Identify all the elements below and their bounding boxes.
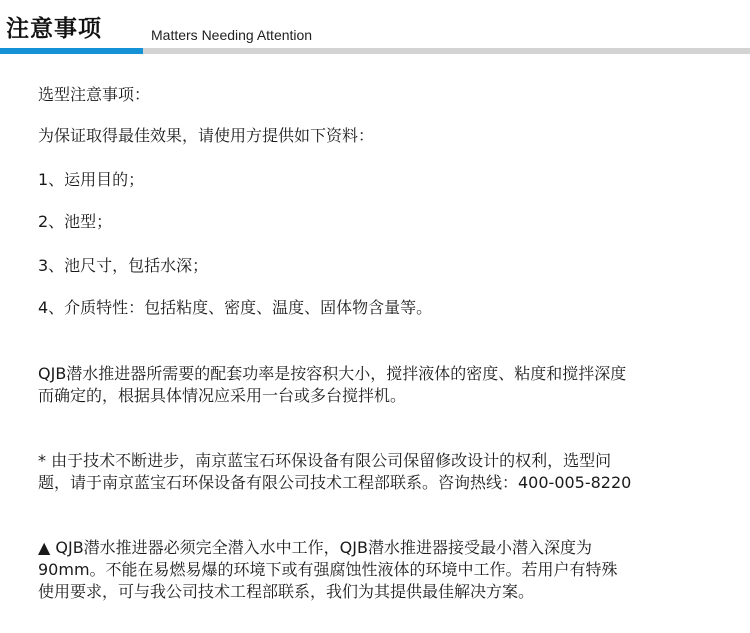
header-accent-bar (0, 48, 143, 54)
list-item: 4、介质特性：包括粘度、密度、温度、固体物含量等。 (38, 298, 433, 317)
page-header (0, 0, 750, 56)
intro-text: 为保证取得最佳效果，请使用方提供如下资料： (38, 126, 375, 145)
submersion-note-line: 90mm。不能在易燃易爆的环境下或有强腐蚀性液体的环境中工作。若用户有特殊 (38, 560, 618, 579)
list-item: 3、池尺寸，包括水深； (38, 256, 209, 275)
power-note-line: QJB潜水推进器所需要的配套功率是按容积大小，搅拌液体的密度、粘度和搅拌深度 (38, 364, 627, 383)
design-rights-note-line: 题，请于南京蓝宝石环保设备有限公司技术工程部联系。咨询热线：400-005-8220 (38, 473, 632, 492)
submersion-note-line: 使用要求，可与我公司技术工程部联系，我们为其提供最佳解决方案。 (38, 582, 535, 601)
power-note-line: 而确定的，根据具体情况应采用一台或多台搅拌机。 (38, 386, 407, 405)
page-title: 注意事项 (6, 16, 102, 42)
list-item: 1、运用目的； (38, 170, 145, 189)
list-item: 2、池型； (38, 212, 113, 231)
submersion-note-line: ▲ QJB潜水推进器必须完全潜入水中工作，QJB潜水推进器接受最小潜入深度为 (38, 538, 592, 557)
page-subtitle: Matters Needing Attention (151, 27, 313, 43)
selection-heading: 选型注意事项： (38, 85, 151, 104)
design-rights-note-line: * 由于技术不断进步，南京蓝宝石环保设备有限公司保留修改设计的权利，选型问 (38, 451, 612, 470)
